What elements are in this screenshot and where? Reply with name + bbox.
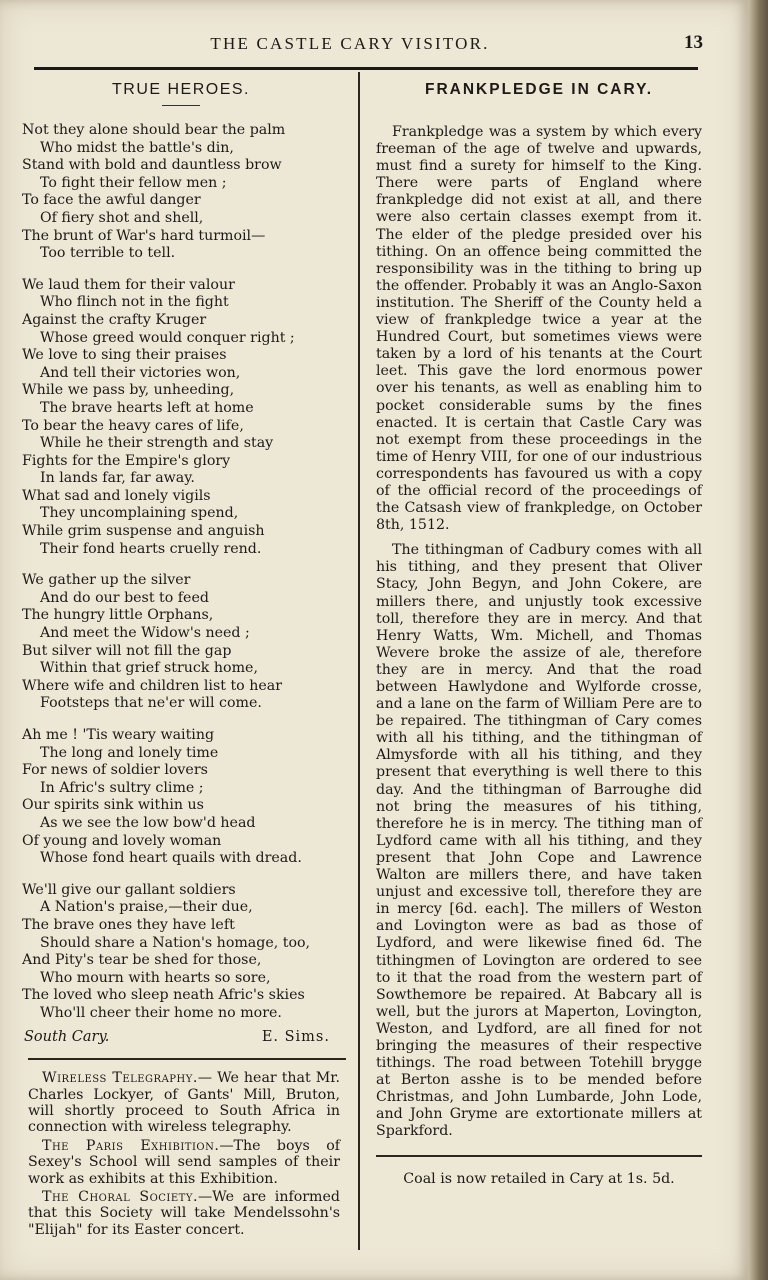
poem-line: As we see the low bow'd head (40, 814, 256, 831)
poem-line: Against the crafty Kruger (22, 311, 207, 328)
title-rule (162, 105, 200, 106)
poem-line: To bear the heavy cares of life, (22, 417, 244, 434)
poem-line: Our spirits sink within us (22, 797, 204, 814)
poem-line: We laud them for their valour (22, 276, 235, 293)
poem-line: In lands far, far away. (40, 470, 195, 487)
poem-line: Who'll cheer their home no more. (40, 1004, 282, 1021)
poem-line: Footsteps that ne'er will come. (40, 695, 262, 712)
column-divider (358, 72, 360, 1250)
poem-line: Who midst the battle's din, (40, 139, 234, 156)
poem-line: Their fond hearts cruelly rend. (40, 540, 262, 557)
right-column (376, 80, 702, 1187)
poem-line: The brunt of War's hard turmoil— (22, 227, 266, 244)
poem-line: And Pity's tear be shed for those, (22, 952, 262, 969)
poem-line: Stand with bold and dauntless brow (22, 157, 282, 174)
poem-line: What sad and lonely vigils (22, 487, 211, 504)
poem-line: And meet the Widow's need ; (40, 625, 250, 642)
poem-line: Where wife and children list to hear (22, 677, 282, 694)
note-text: —The boys of Sexey's School will send samples of their work as exhibits at this Exhibition. (28, 1137, 341, 1187)
stanza (22, 122, 340, 263)
note-heading: The Paris Exhibition. (42, 1137, 220, 1154)
poem-line: They uncomplaining spend, (40, 505, 239, 522)
note-paris (28, 1138, 340, 1187)
poem-line: We'll give our gallant soldiers (22, 881, 236, 898)
note-heading: The Choral Society. (42, 1188, 198, 1205)
stanza (22, 727, 340, 868)
stanza (22, 277, 340, 559)
poem-line: Whose fond heart quails with dread. (40, 850, 302, 867)
poem-line: To fight their fellow men ; (40, 174, 227, 191)
header-rule (34, 67, 698, 70)
news-notes (22, 1070, 340, 1238)
stanza (22, 882, 340, 1023)
poem-line: Of young and lovely woman (22, 832, 222, 849)
note-choral (28, 1189, 340, 1238)
poem-line: A Nation's praise,—their due, (40, 899, 253, 916)
poem-line: And tell their victories won, (40, 364, 241, 381)
poem-line: While he their strength and stay (40, 435, 274, 452)
poem-title: TRUE HEROES. (111, 81, 250, 98)
poem-line: Who flinch not in the fight (40, 294, 229, 311)
section-rule (28, 1058, 346, 1060)
poem-line: The long and lonely time (40, 744, 219, 761)
poem-line: The loved who sleep neath Afric's skies (22, 987, 305, 1004)
article-paragraph: Frankpledge was a system by which every freeman of the age of twelve and upwards, must find a surety for himself to the King. There were parts of England where frankpledge did not exist at all, and there were also certain classes exempt from it. The elder of the pledge presided over his tithing. On an offence being committed the responsibility was in the tithing to bring up the offender. Probably it was an Anglo-Saxon institution. The Sheriff of the County held a view of frankpledge twice a year at the Hundred Court, but sometimes views were taken by a lord of his tenants at the Court leet. This gave the lord enormous power over his tenants, as well as enabling him to pocket considerable sums by the fines enacted. It is certain that Castle Cary was not exempt from these proceedings in the time of Henry VIII, for one of our industrious correspondents has favoured us with a copy of the official record of the proceedings of the Catsash view of frankpledge, on October 8th, 1512. (376, 124, 702, 534)
poem-line: And do our best to feed (40, 589, 209, 606)
poem-line: While grim suspense and anguish (22, 523, 265, 540)
note-text: —We are informed that this Society will take Mendelssohn's "Elijah" for its Easter concert. (28, 1188, 340, 1238)
poem-line: Who mourn with hearts so sore, (40, 969, 271, 986)
note-text: — We hear that Mr. Charles Lockyer, of Gants' Mill, Bruton, will shortly proceed to South Africa in connection with wireless telegraphy. (28, 1070, 340, 1136)
note-heading: Wireless Telegraphy. (42, 1070, 198, 1087)
poem-line: We love to sing their praises (22, 347, 227, 364)
poem-line: The brave hearts left at home (40, 399, 254, 416)
note-wireless (28, 1070, 340, 1136)
poem-line: Whose greed would conquer right ; (40, 329, 295, 346)
article-body (376, 124, 702, 1141)
poem-line: Within that grief struck home, (40, 660, 258, 677)
signature-place: South Cary. (24, 1028, 110, 1045)
poem-line: Ah me ! 'Tis weary waiting (22, 727, 215, 743)
poem-line: To face the awful danger (22, 192, 201, 209)
left-column (22, 80, 340, 1240)
poem-line: While we pass by, unheeding, (22, 382, 235, 399)
poem-line: Not they alone should bear the palm (22, 122, 286, 138)
article-title: FRANKPLEDGE IN CARY. (424, 81, 654, 98)
poem-line: Of fiery shot and shell, (40, 209, 204, 226)
poem-line: In Afric's sultry clime ; (40, 779, 204, 796)
poem (22, 122, 340, 1046)
poem-line: Too terrible to tell. (40, 245, 176, 262)
poem-line: The hungry little Orphans, (22, 607, 214, 624)
page-number: 13 (684, 32, 703, 53)
poem-line: For news of soldier lovers (22, 762, 208, 779)
poem-line: We gather up the silver (22, 572, 191, 589)
article-paragraph: The tithingman of Cadbury comes with all his tithing, and they present that Oliver Stacy, John Begyn, and John Cokere, are millers there, and unjustly took excessive toll, therefore they are in mercy. And that Henry Watts, Wm. Michell, and Thomas Wevere broke the assize of ale, therefore they are in mercy. And that the road between Hawlydone and Wylforde crosse, and a lane on the farm of William Pere are to be repaired. The tithingman of Cary comes with all his tithing, and the tithingman of Almysforde with all his tithing, and they present that everything is well there to this day. And the tithingman of Barroughe did not bring the measures of his tithing, therefore he is in mercy. The tithing man of Lydford came with all his tithing, and they present that John Cope and Lawrence Walton are millers there, and have taken unjust and excessive toll, therefore they are in mercy [6d. each]. The millers of Weston and Lovington were as bad as those of Lydford, and were likewise fined 6d. The tithingmen of Lovington are ordered to see to it that the road from the western part of Sowthemore be repaired. At Babcary all is well, but the jurors at Maperton, Lovington, Weston, and Lydford, are all fined for not bringing the measures of their respective tithings. The road between Totehill brygge at Berton asshe is to be mended before Christmas, and John Lumbarde, John Lode, and John Gryme are extortionate millers at Sparkford. (376, 542, 702, 1140)
poem-line: The brave ones they have left (22, 916, 235, 933)
coal-note: Coal is now retailed in Cary at 1s. 5d. (376, 1155, 702, 1187)
running-title: THE CASTLE CARY VISITOR. (210, 34, 490, 53)
poem-line: Fights for the Empire's glory (22, 452, 231, 469)
page-edge (748, 0, 768, 1280)
stanza (22, 572, 340, 713)
poem-line: But silver will not fill the gap (22, 642, 232, 659)
poem-signature (22, 1029, 340, 1047)
signature-author: E. Sims. (261, 1028, 330, 1045)
poem-line: Should share a Nation's homage, too, (40, 934, 311, 951)
